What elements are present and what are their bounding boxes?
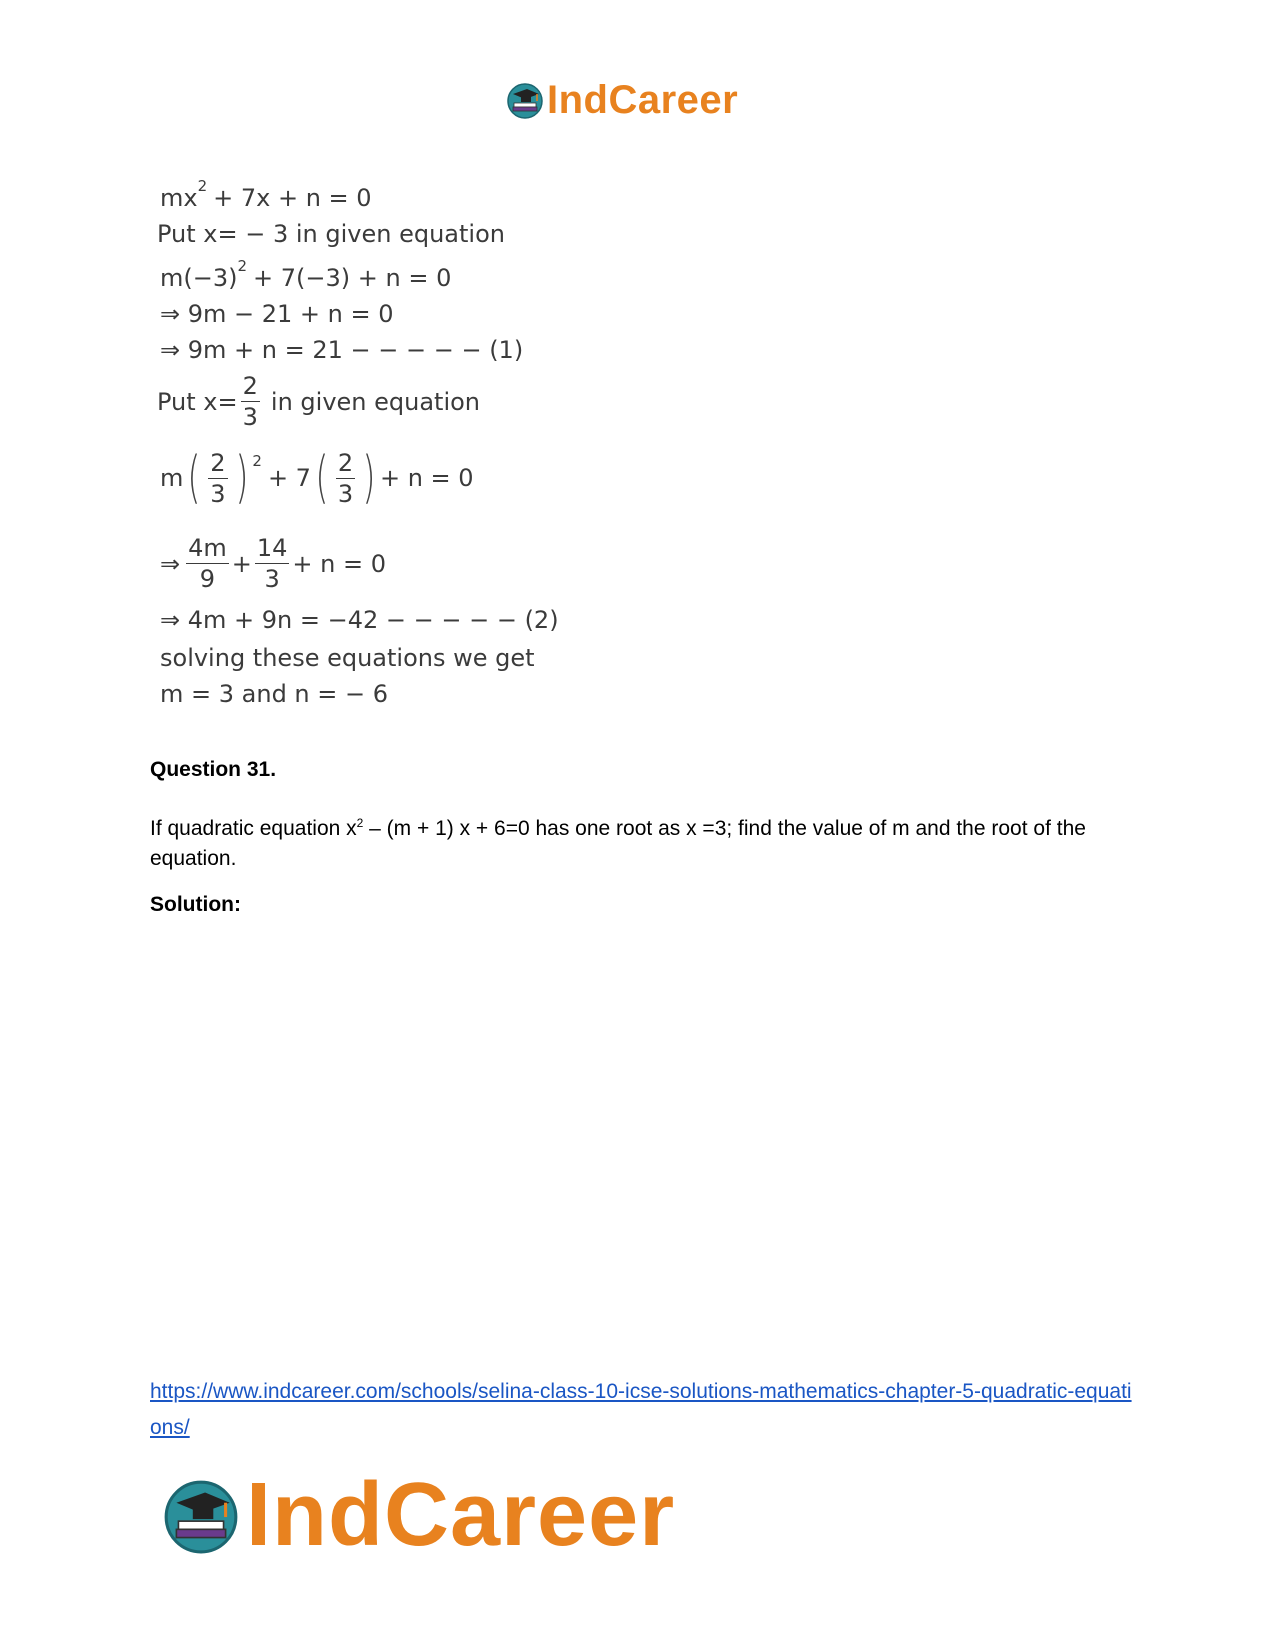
- brand-wordmark: IndCareer: [547, 78, 739, 122]
- question-title: Question 31.: [150, 758, 277, 781]
- math-line: m ( $\frac{2}{3}$ ) 2 + 7 ( $\frac{2}{3}$ ) + n = 0: [160, 445, 474, 510]
- question-body: If quadratic equation $x^2 - (m + 1) x + 6=0$ has one root as x =3; find the value of m and the root of the equation.: [150, 816, 1086, 870]
- math-line: ⇒ 9m + n = 21 − − − − − (1): [160, 336, 524, 364]
- math-line: Put x= − 3 in given equation: [157, 220, 505, 248]
- footer-logo: [160, 1465, 676, 1565]
- solution-label: Solution:: [150, 893, 241, 916]
- math-line: m(−3) 2 + 7(−3) + n = 0: [160, 257, 452, 292]
- graduation-cap-books-emblem-icon: [160, 1474, 242, 1556]
- math-line: m = 3 and n = − 6: [160, 680, 389, 708]
- source-link[interactable]: https://www.indcareer.com/schools/selina-class-10-icse-solutions-mathematics-chapter-5-quadratic-equations/: [150, 1380, 1132, 1439]
- math-line: mx 2 + 7x + n = 0: [160, 177, 372, 212]
- math-line: ⇒ 4m + 9n = −42 − − − − − (2): [160, 606, 559, 634]
- brand-wordmark: IndCareer: [246, 1465, 676, 1565]
- header-logo: [505, 80, 738, 120]
- math-line: ⇒ 9m − 21 + n = 0: [160, 300, 394, 328]
- math-line: Put x= $\frac{2}{3}$ in given equation: [157, 372, 481, 431]
- math-line: ⇒ $\frac{4m}{9}$ + $\frac{14}{3}$ + n = 0: [160, 534, 387, 593]
- math-line: solving these equations we get: [160, 644, 535, 672]
- graduation-cap-books-emblem-icon: [505, 80, 545, 120]
